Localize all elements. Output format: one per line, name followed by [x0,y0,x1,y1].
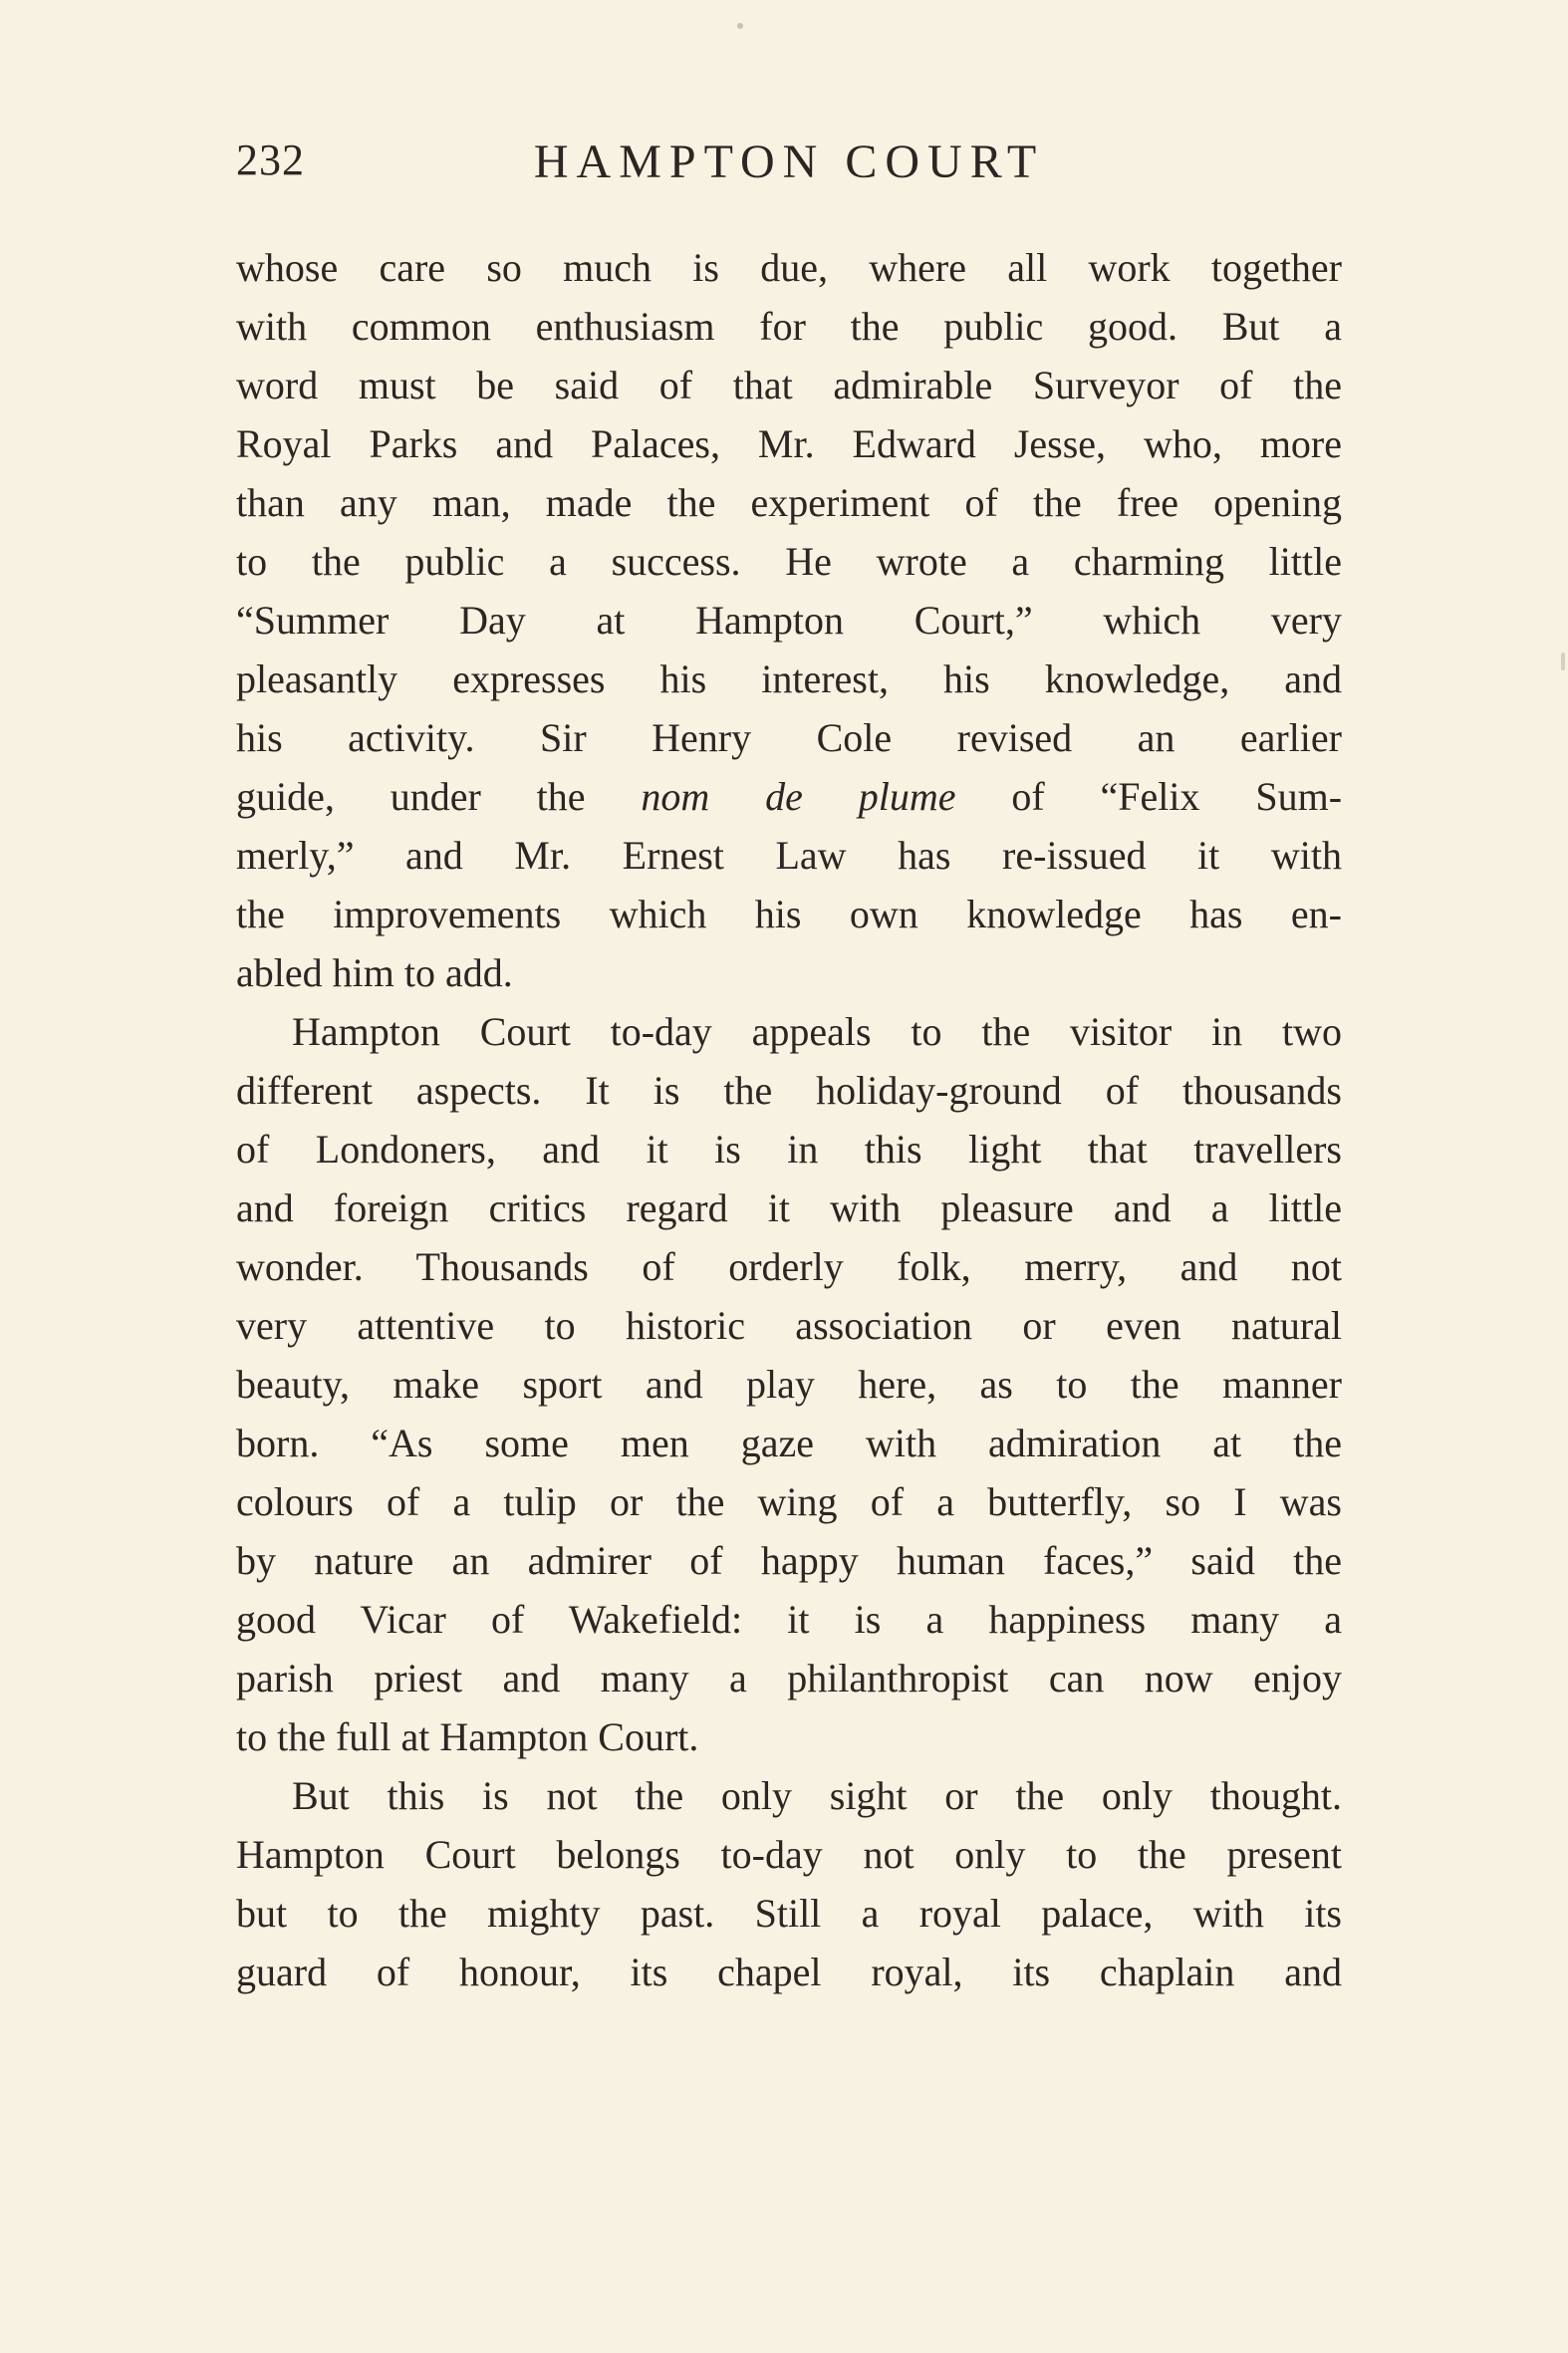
text-fragment: guide, under the [236,774,586,819]
text-line: word must be said of that admirable Surveyor of the [236,363,1342,407]
text-line: very attentive to historic association or even natural [236,1303,1342,1348]
text-line: with common enthusiasm for the public good. But a [236,304,1342,349]
text-line: “Summer Day at Hampton Court,” which very [236,598,1342,643]
text-line: by nature an admirer of happy human faces,” said the [236,1538,1342,1583]
text-line: his activity. Sir Henry Cole revised an earlier [236,715,1342,760]
text-line: parish priest and many a philanthropist can now enjoy [236,1656,1342,1700]
body-text [236,238,1342,2001]
text-fragment: of “Felix Sum- [1011,774,1343,819]
page-edge-mark [1561,653,1565,670]
italic-phrase: nom de plume [641,774,956,819]
text-line: the improvements which his own knowledge has en- [236,892,1342,936]
text-line: wonder. Thousands of orderly folk, merry, and not [236,1244,1342,1289]
text-line: Hampton Court belongs to-day not only to the present [236,1832,1342,1877]
running-head: HAMPTON COURT [533,135,1045,188]
text-line: to the public a success. He wrote a charming little [236,539,1342,584]
text-line: but to the mighty past. Still a royal palace, with its [236,1891,1342,1936]
text-line: colours of a tulip or the wing of a butterfly, so I was [236,1479,1342,1524]
page-number: 232 [236,135,305,184]
text-line: born. “As some men gaze with admiration at the [236,1421,1342,1465]
text-line: and foreign critics regard it with pleasure and a little [236,1185,1342,1230]
text-line: guard of honour, its chapel royal, its chaplain and [236,1950,1342,1994]
text-line: Royal Parks and Palaces, Mr. Edward Jesse, who, more [236,421,1342,466]
text-line: merly,” and Mr. Ernest Law has re-issued it with [236,833,1342,878]
text-line: whose care so much is due, where all work together [236,245,1342,290]
text-line: abled him to add. [236,950,513,995]
text-line: different aspects. It is the holiday-ground of thousands [236,1068,1342,1113]
paragraph-start-line: Hampton Court to-day appeals to the visitor in two [292,1009,1342,1054]
text-line: good Vicar of Wakefield: it is a happiness many a [236,1597,1342,1642]
text-line: to the full at Hampton Court. [236,1714,699,1759]
text-line: beauty, make sport and play here, as to the manner [236,1362,1342,1407]
paragraph-start-line: But this is not the only sight or the only thought. [292,1773,1342,1818]
text-line-with-italic [236,767,1342,826]
text-line: of Londoners, and it is in this light that travellers [236,1127,1342,1172]
text-line: pleasantly expresses his interest, his knowledge, and [236,656,1342,701]
page-speck [737,23,743,29]
page-header [236,134,1342,194]
text-line: than any man, made the experiment of the free opening [236,480,1342,525]
